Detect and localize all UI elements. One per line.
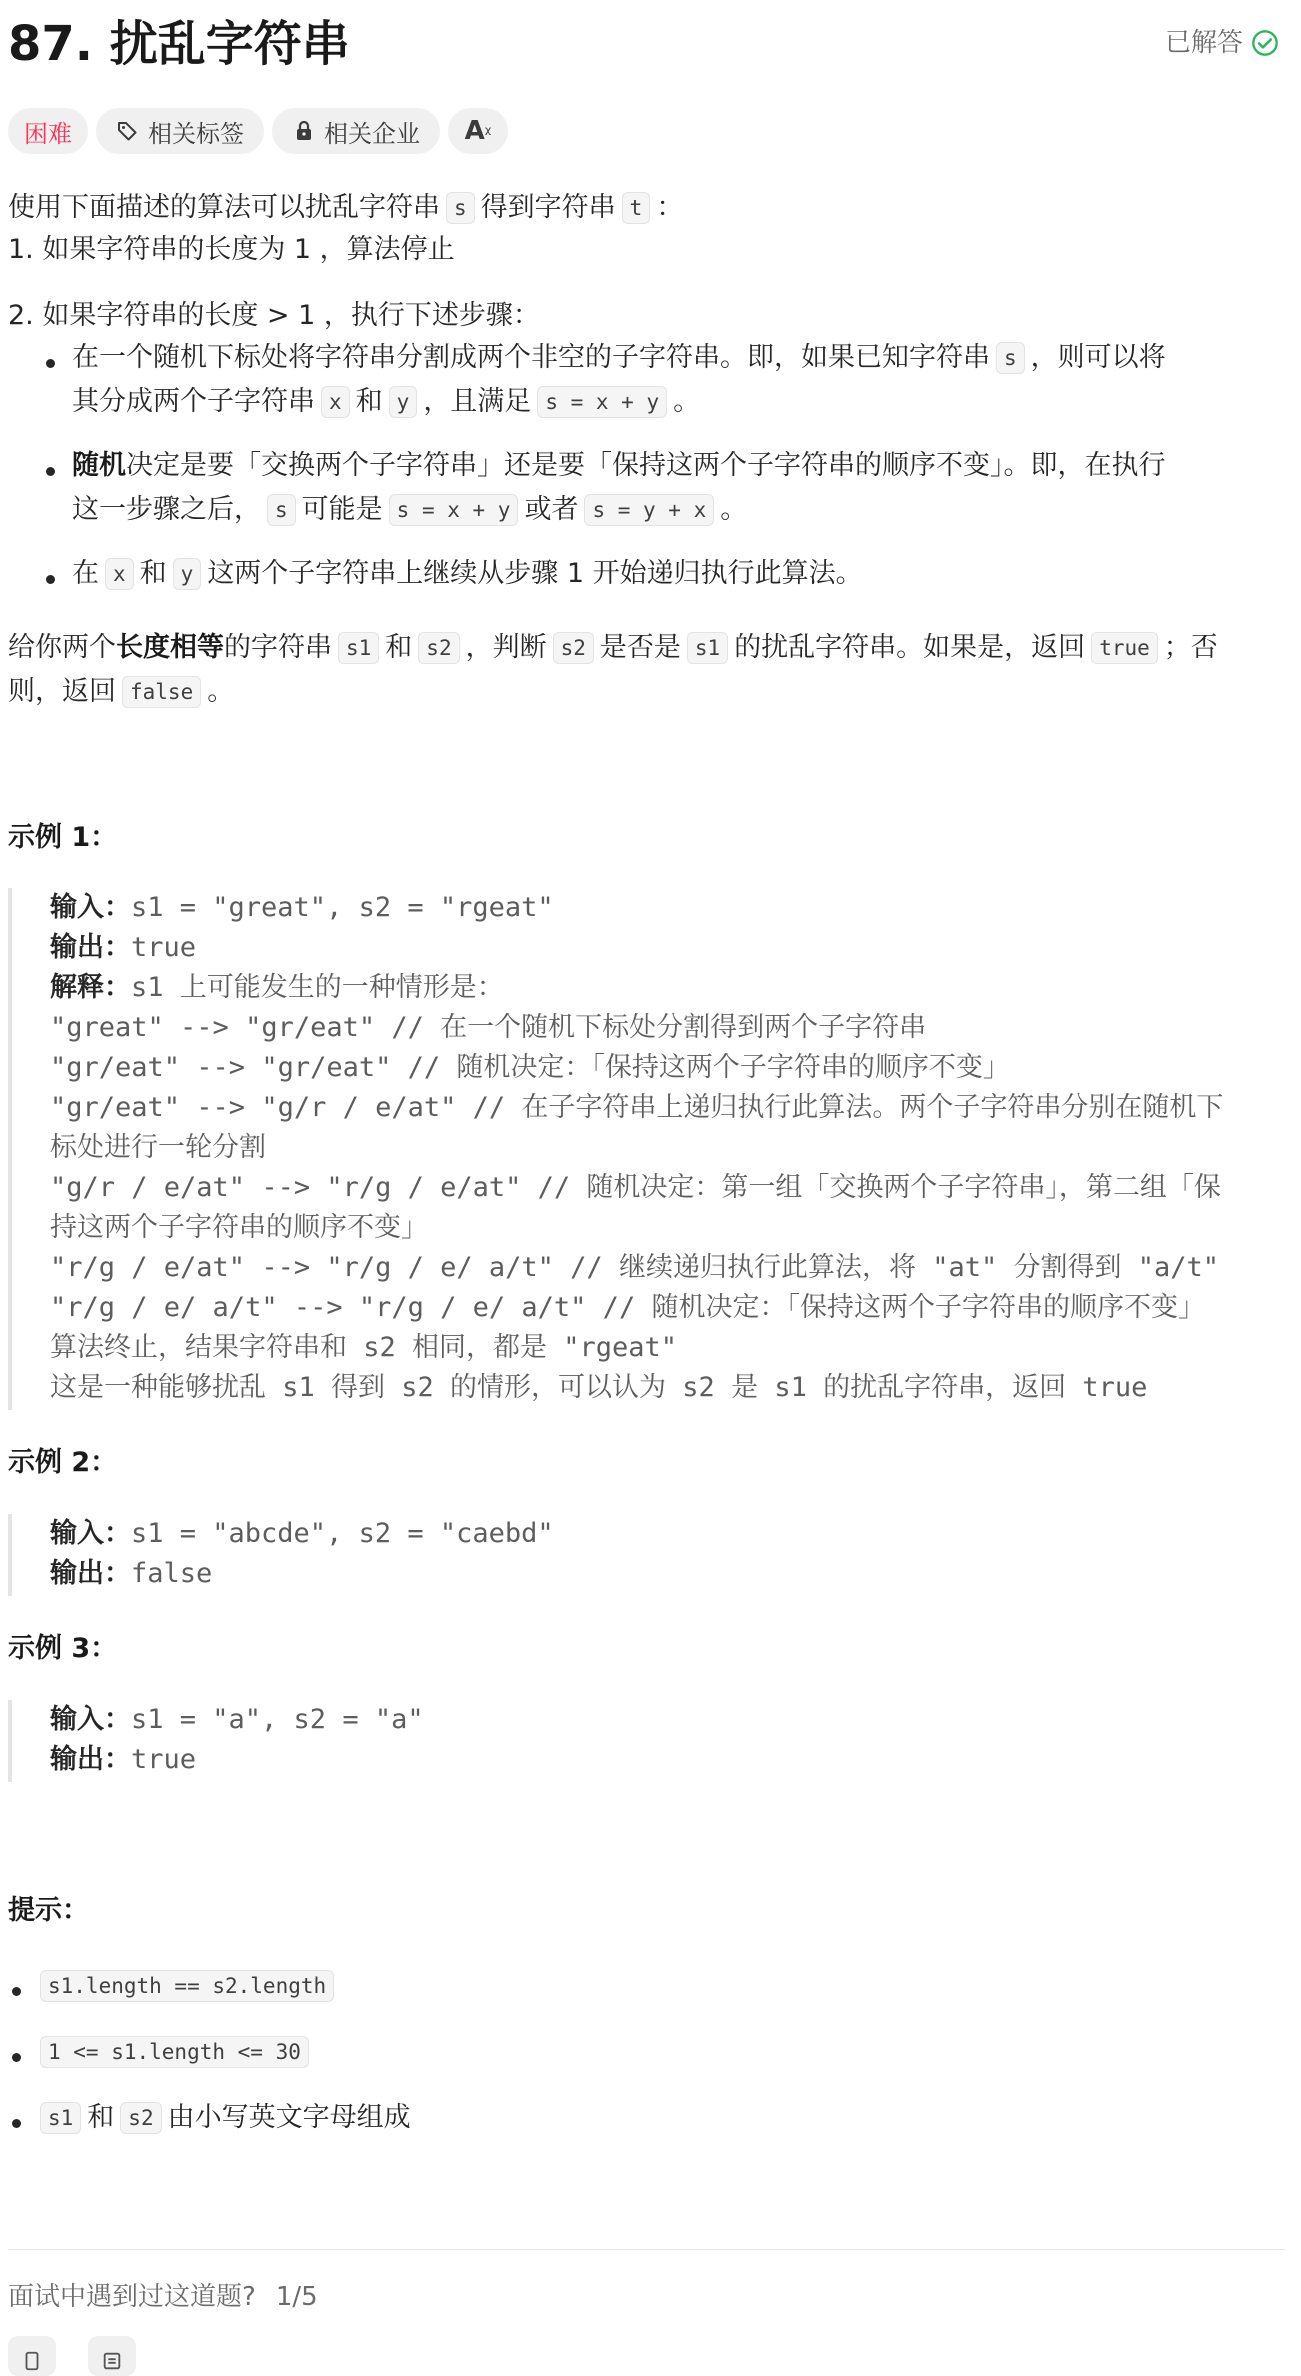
bullet-dot xyxy=(46,359,55,368)
step-2-bullet-1: 在一个随机下标处将字符串分割成两个非空的子字符串。即，如果已知字符串 s ，则可以将 xyxy=(72,342,1166,373)
intro-line: 使用下面描述的算法可以扰乱字符串 s 得到字符串 t ： xyxy=(8,192,684,223)
step-2-bullet-2-cont: 这一步骤之后， s 可能是 s = x + y 或者 s = y + x 。 xyxy=(72,494,748,525)
example-output: 输出：false xyxy=(50,1558,213,1589)
example-explanation: 解释：s1 上可能发生的一种情形是： xyxy=(50,972,504,1003)
explanation-line: "r/g / e/ a/t" --> "r/g / e/ a/t" // 随机决定：「保持这两个子字符串的顺序不变」 xyxy=(50,1292,1205,1323)
example-2-block xyxy=(8,1514,1293,1596)
explanation-line: "r/g / e/at" --> "r/g / e/ a/t" // 继续递归执行此算法，将 "at" 分割得到 "a/t" xyxy=(50,1252,1220,1283)
interview-count: 1/5 xyxy=(275,2282,318,2312)
bullet-dot xyxy=(46,467,55,476)
example-input: 输入：s1 = "a", s2 = "a" xyxy=(50,1704,424,1735)
solved-status xyxy=(1165,26,1279,60)
example-output: 输出：true xyxy=(50,932,197,963)
related-companies-label: 相关企业 xyxy=(324,119,420,148)
explanation-line: "gr/eat" --> "gr/eat" // 随机决定：「保持这两个子字符串的顺序不变」 xyxy=(50,1052,1010,1083)
explanation-line: 持这两个子字符串的顺序不变」 xyxy=(50,1212,428,1243)
explanation-line: "g/r / e/at" --> "r/g / e/at" // 随机决定：第一组「交换两个子字符串」，第二组「保 xyxy=(50,1172,1221,1203)
related-topics-label: 相关标签 xyxy=(148,119,244,148)
step-2-bullet-3: 在 x 和 y 这两个子字符串上继续从步骤 1 开始递归执行此算法。 xyxy=(72,558,863,589)
related-topics-button[interactable] xyxy=(96,108,264,154)
bullet-dot xyxy=(12,1987,21,1996)
constraint-3: s1 和 s2 由小写英文字母组成 xyxy=(34,2096,411,2140)
example-1-block xyxy=(8,888,1293,1410)
constraints-heading: 提示： xyxy=(8,1895,89,1926)
explanation-line: 这是一种能够扰乱 s1 得到 s2 的情形，可以认为 s2 是 s1 的扰乱字符串，返回 true xyxy=(50,1372,1148,1403)
bullet-dot xyxy=(12,2053,21,2062)
no-button[interactable] xyxy=(88,2336,136,2376)
related-companies-button[interactable] xyxy=(272,108,440,154)
example-2-heading: 示例 2： xyxy=(8,1447,118,1478)
explanation-line: "gr/eat" --> "g/r / e/at" // 在子字符串上递归执行此算法。两个子字符串分别在随机下 xyxy=(50,1092,1224,1123)
step-2-bullet-1-cont: 其分成两个子字符串 x 和 y ，且满足 s = x + y 。 xyxy=(72,386,701,417)
bullet-dot xyxy=(12,2119,21,2128)
example-3-heading: 示例 3： xyxy=(8,1633,118,1664)
example-input: 输入：s1 = "abcde", s2 = "caebd" xyxy=(50,1518,554,1549)
example-output: 输出：true xyxy=(50,1744,197,1775)
list-icon xyxy=(101,2350,123,2372)
step-2: 2. 如果字符串的长度 > 1 ，执行下述步骤： xyxy=(8,300,540,331)
translate-button[interactable] xyxy=(448,108,508,154)
constraint-1: s1.length == s2.length xyxy=(34,1964,340,2008)
bullet-dot xyxy=(46,575,55,584)
solved-label: 已解答 xyxy=(1164,28,1243,58)
translate-icon: Aᵡ xyxy=(464,116,492,146)
explanation-line: "great" --> "gr/eat" // 在一个随机下标处分割得到两个子字符串 xyxy=(50,1012,927,1043)
example-input: 输入：s1 = "great", s2 = "rgeat" xyxy=(50,892,554,923)
interview-question[interactable]: 面试中遇到过这道题? 1/5 xyxy=(8,2282,318,2312)
lock-icon xyxy=(292,119,316,143)
check-circle-icon xyxy=(1251,29,1279,57)
problem-title: 87. 扰乱字符串 xyxy=(8,16,350,72)
tag-icon xyxy=(116,119,140,143)
constraint-2: 1 <= s1.length <= 30 xyxy=(34,2030,315,2074)
difficulty-badge[interactable]: 困难 xyxy=(8,108,88,154)
step-2-bullet-2: 随机决定是要「交换两个子字符串」还是要「保持这两个子字符串的顺序不变」。即，在执行 xyxy=(72,450,1166,481)
tag-bar xyxy=(8,108,508,154)
explanation-line: 算法终止，结果字符串和 s2 相同，都是 "rgeat" xyxy=(50,1332,678,1363)
step-1: 1. 如果字符串的长度为 1 ，算法停止 xyxy=(8,234,455,265)
document-icon xyxy=(21,2350,43,2372)
explanation-line: 标处进行一轮分割 xyxy=(50,1132,266,1163)
example-3-block xyxy=(8,1700,1293,1782)
example-1-heading: 示例 1： xyxy=(8,822,118,853)
divider xyxy=(8,2249,1285,2250)
yes-button[interactable] xyxy=(8,2336,56,2376)
task-line-cont: 则，返回 false 。 xyxy=(8,676,235,707)
task-line: 给你两个长度相等的字符串 s1 和 s2 ，判断 s2 是否是 s1 的扰乱字符串。如果是，返回 true ；否 xyxy=(8,632,1218,663)
